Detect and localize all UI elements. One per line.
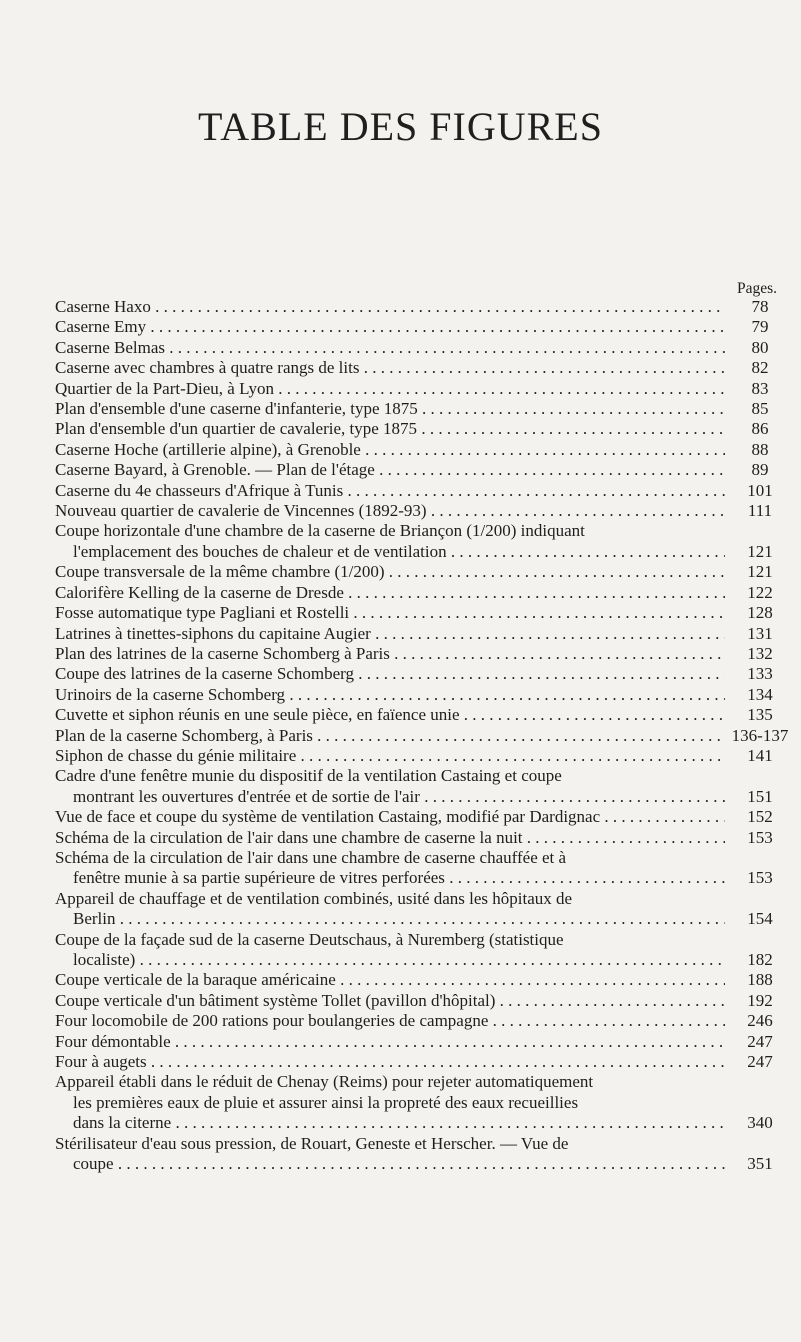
toc-entry-title-line: Cadre d'une fenêtre munie du dispositif de la ventilation Castaing et coupe xyxy=(55,766,562,786)
toc-entry-page: 82 xyxy=(751,358,769,378)
pages-column-label: Pages. xyxy=(736,280,778,297)
toc-entry-title: Four démontable . . . xyxy=(55,1032,725,1052)
toc-entry-title: Coupe verticale d'un bâtiment système Tollet (pavillon d'hôpital) . . . xyxy=(55,991,725,1011)
toc-entry-title-line: Schéma de la circulation de l'air dans une chambre de caserne chauffée et à xyxy=(55,847,567,867)
toc-entry-page: 79 xyxy=(751,317,769,337)
toc-entry-page: 152 xyxy=(747,807,773,827)
toc-entry xyxy=(55,705,795,725)
toc-entry xyxy=(55,379,795,399)
toc-entry-title xyxy=(55,889,725,930)
toc-entry xyxy=(55,501,795,521)
toc-entry-title: Plan d'ensemble d'un quartier de cavalerie, type 1875 . . . xyxy=(55,419,725,439)
toc-entry-page: 85 xyxy=(751,399,769,419)
toc-entry xyxy=(55,297,795,317)
toc-entry-page: 121 xyxy=(747,541,773,561)
toc-entry-title-line: Coupe de la façade sud de la caserne Deutschaus, à Nuremberg (statistique xyxy=(55,929,564,949)
toc-entry-title xyxy=(55,1072,725,1133)
toc-entry-title: Plan d'ensemble d'une caserne d'infanterie, type 1875 . . . xyxy=(55,399,725,419)
toc-entry xyxy=(55,807,795,827)
toc-entry xyxy=(55,399,795,419)
toc-entry xyxy=(55,828,795,848)
toc-entry-title-line: Stérilisateur d'eau sous pression, de Rouart, Geneste et Herscher. — Vue de xyxy=(55,1133,569,1153)
toc-entry-page: 351 xyxy=(747,1154,773,1174)
toc-entry-title xyxy=(55,1134,725,1175)
toc-entry xyxy=(55,603,795,623)
toc-entry-title: Four à augets . . . xyxy=(55,1052,725,1072)
toc-entry xyxy=(55,664,795,684)
toc-entry-title xyxy=(55,930,725,971)
toc-entry-title: Caserne du 4e chasseurs d'Afrique à Tunis . . . xyxy=(55,481,725,501)
toc-entry xyxy=(55,583,795,603)
toc-entry xyxy=(55,1072,795,1133)
toc-entry-title: Vue de face et coupe du système de ventilation Castaing, modifié par Dardignac . . . xyxy=(55,807,725,827)
toc-entry xyxy=(55,521,795,562)
toc-entry-title-line: Berlin . . . xyxy=(55,909,725,929)
toc-entry xyxy=(55,1134,795,1175)
toc-entry-page: 78 xyxy=(751,297,769,316)
toc-entry-title: Fosse automatique type Pagliani et Rostelli . . . xyxy=(55,603,725,623)
toc-entry-title: Caserne Hoche (artillerie alpine), à Grenoble . . . xyxy=(55,440,725,460)
toc-entry-title: Coupe transversale de la même chambre (1/200) . . . xyxy=(55,562,725,582)
toc-entry-title-line: localiste) . . . xyxy=(55,950,725,970)
toc-entry-title: Caserne avec chambres à quatre rangs de lits . . . xyxy=(55,358,725,378)
toc-entry xyxy=(55,358,795,378)
toc-entry-page: 153 xyxy=(747,827,773,847)
toc-entry-title xyxy=(55,766,725,807)
toc-entry-title: Quartier de la Part-Dieu, à Lyon . . . xyxy=(55,379,725,399)
toc-entry-title: Calorifère Kelling de la caserne de Dresde . . . xyxy=(55,583,725,603)
toc-entry xyxy=(55,1011,795,1031)
toc-entry-title-line: fenêtre munie à sa partie supérieure de vitres perforées . . . xyxy=(55,868,725,888)
toc-entry xyxy=(55,889,795,930)
toc-entry xyxy=(55,317,795,337)
toc-entry-page: 132 xyxy=(747,643,773,663)
toc-entry-page: 83 xyxy=(751,378,769,398)
toc-entry-page: 88 xyxy=(751,439,769,459)
toc-entry-page: 247 xyxy=(747,1052,773,1072)
toc-entry-page: 246 xyxy=(747,1011,773,1031)
toc-entry xyxy=(55,726,795,746)
toc-entry-title xyxy=(55,848,725,889)
toc-entry-page: 86 xyxy=(751,419,769,439)
toc-entry-page: 151 xyxy=(747,786,773,806)
toc-entry-page: 89 xyxy=(751,460,769,480)
toc-entry-title-line: Appareil de chauffage et de ventilation combinés, usité dans les hôpitaux de xyxy=(55,888,573,908)
toc-entry-title: Nouveau quartier de cavalerie de Vincennes (1892-93) . . . xyxy=(55,501,725,521)
toc-entry xyxy=(55,440,795,460)
toc-entry xyxy=(55,562,795,582)
toc-entry-page: 182 xyxy=(747,950,773,969)
toc-entry-page: 111 xyxy=(747,501,773,521)
toc-entry-title: Urinoirs de la caserne Schomberg . . . xyxy=(55,685,725,705)
toc-entry-page: 153 xyxy=(747,868,773,888)
toc-entry-page: 121 xyxy=(747,562,773,582)
toc-entry xyxy=(55,970,795,990)
toc-entry-page: 101 xyxy=(747,480,773,500)
toc-entry xyxy=(55,481,795,501)
toc-entry-title-line: Coupe horizontale d'une chambre de la caserne de Briançon (1/200) indiquant xyxy=(55,521,585,541)
toc-entry-title-line: l'emplacement des bouches de chaleur et de ventilation . . . xyxy=(55,542,725,562)
toc-entry-page: 247 xyxy=(747,1031,773,1051)
toc-entry xyxy=(55,460,795,480)
toc-entry-title-line: montrant les ouvertures d'entrée et de sortie de l'air . . . xyxy=(55,787,725,807)
table-of-figures xyxy=(55,297,795,1174)
toc-entry-page: 141 xyxy=(747,745,773,765)
toc-entry xyxy=(55,624,795,644)
toc-entry-title-line: coupe . . . xyxy=(55,1154,725,1174)
toc-entry-title: Coupe verticale de la baraque américaine . . . xyxy=(55,970,725,990)
toc-entry xyxy=(55,1032,795,1052)
toc-entry-page: 188 xyxy=(747,970,773,990)
toc-entry xyxy=(55,930,795,971)
toc-entry-page: 133 xyxy=(747,664,773,684)
toc-entry-page: 128 xyxy=(747,603,773,623)
toc-entry-page: 80 xyxy=(751,337,769,357)
page-title: TABLE DES FIGURES xyxy=(198,104,603,149)
toc-entry xyxy=(55,991,795,1011)
toc-entry-title: Caserne Belmas . . . xyxy=(55,338,725,358)
toc-entry-title: Caserne Emy . . . xyxy=(55,317,725,337)
toc-entry xyxy=(55,685,795,705)
toc-entry-page: 131 xyxy=(747,623,773,643)
toc-entry-title: Latrines à tinettes-siphons du capitaine Augier . . . xyxy=(55,624,725,644)
toc-entry xyxy=(55,1052,795,1072)
toc-entry-title: Four locomobile de 200 rations pour boulangeries de campagne . . . xyxy=(55,1011,725,1031)
toc-entry-page: 134 xyxy=(747,684,773,704)
toc-entry-title: Plan de la caserne Schomberg, à Paris . . . xyxy=(55,726,725,746)
toc-entry xyxy=(55,644,795,664)
toc-entry-title-line: dans la citerne . . . xyxy=(55,1113,725,1133)
toc-entry-title: Caserne Haxo . . . xyxy=(55,297,725,317)
toc-entry-page: 192 xyxy=(747,990,773,1010)
toc-entry-page: 154 xyxy=(747,909,773,929)
toc-entry-title: Schéma de la circulation de l'air dans une chambre de caserne la nuit . . . xyxy=(55,828,725,848)
toc-entry-title xyxy=(55,521,725,562)
toc-entry-title: Siphon de chasse du génie militaire . . . xyxy=(55,746,725,766)
toc-entry-title-line: Appareil établi dans le réduit de Chenay (Reims) pour rejeter automatiquement xyxy=(55,1072,594,1092)
toc-entry-page: 136-137 xyxy=(731,725,789,745)
toc-entry xyxy=(55,848,795,889)
toc-entry-title-line: les premières eaux de pluie et assurer ainsi la propreté des eaux recueillies xyxy=(73,1092,579,1112)
toc-entry xyxy=(55,419,795,439)
toc-entry xyxy=(55,766,795,807)
toc-entry-title: Cuvette et siphon réunis en une seule pièce, en faïence unie . . . xyxy=(55,705,725,725)
toc-entry-page: 122 xyxy=(747,582,773,602)
toc-entry-title: Caserne Bayard, à Grenoble. — Plan de l'étage . . . xyxy=(55,460,725,480)
toc-entry xyxy=(55,746,795,766)
toc-entry xyxy=(55,338,795,358)
toc-entry-page: 135 xyxy=(747,705,773,725)
toc-entry-title: Coupe des latrines de la caserne Schomberg . . . xyxy=(55,664,725,684)
toc-entry-page: 340 xyxy=(747,1113,773,1133)
toc-entry-title: Plan des latrines de la caserne Schomberg à Paris . . . xyxy=(55,644,725,664)
